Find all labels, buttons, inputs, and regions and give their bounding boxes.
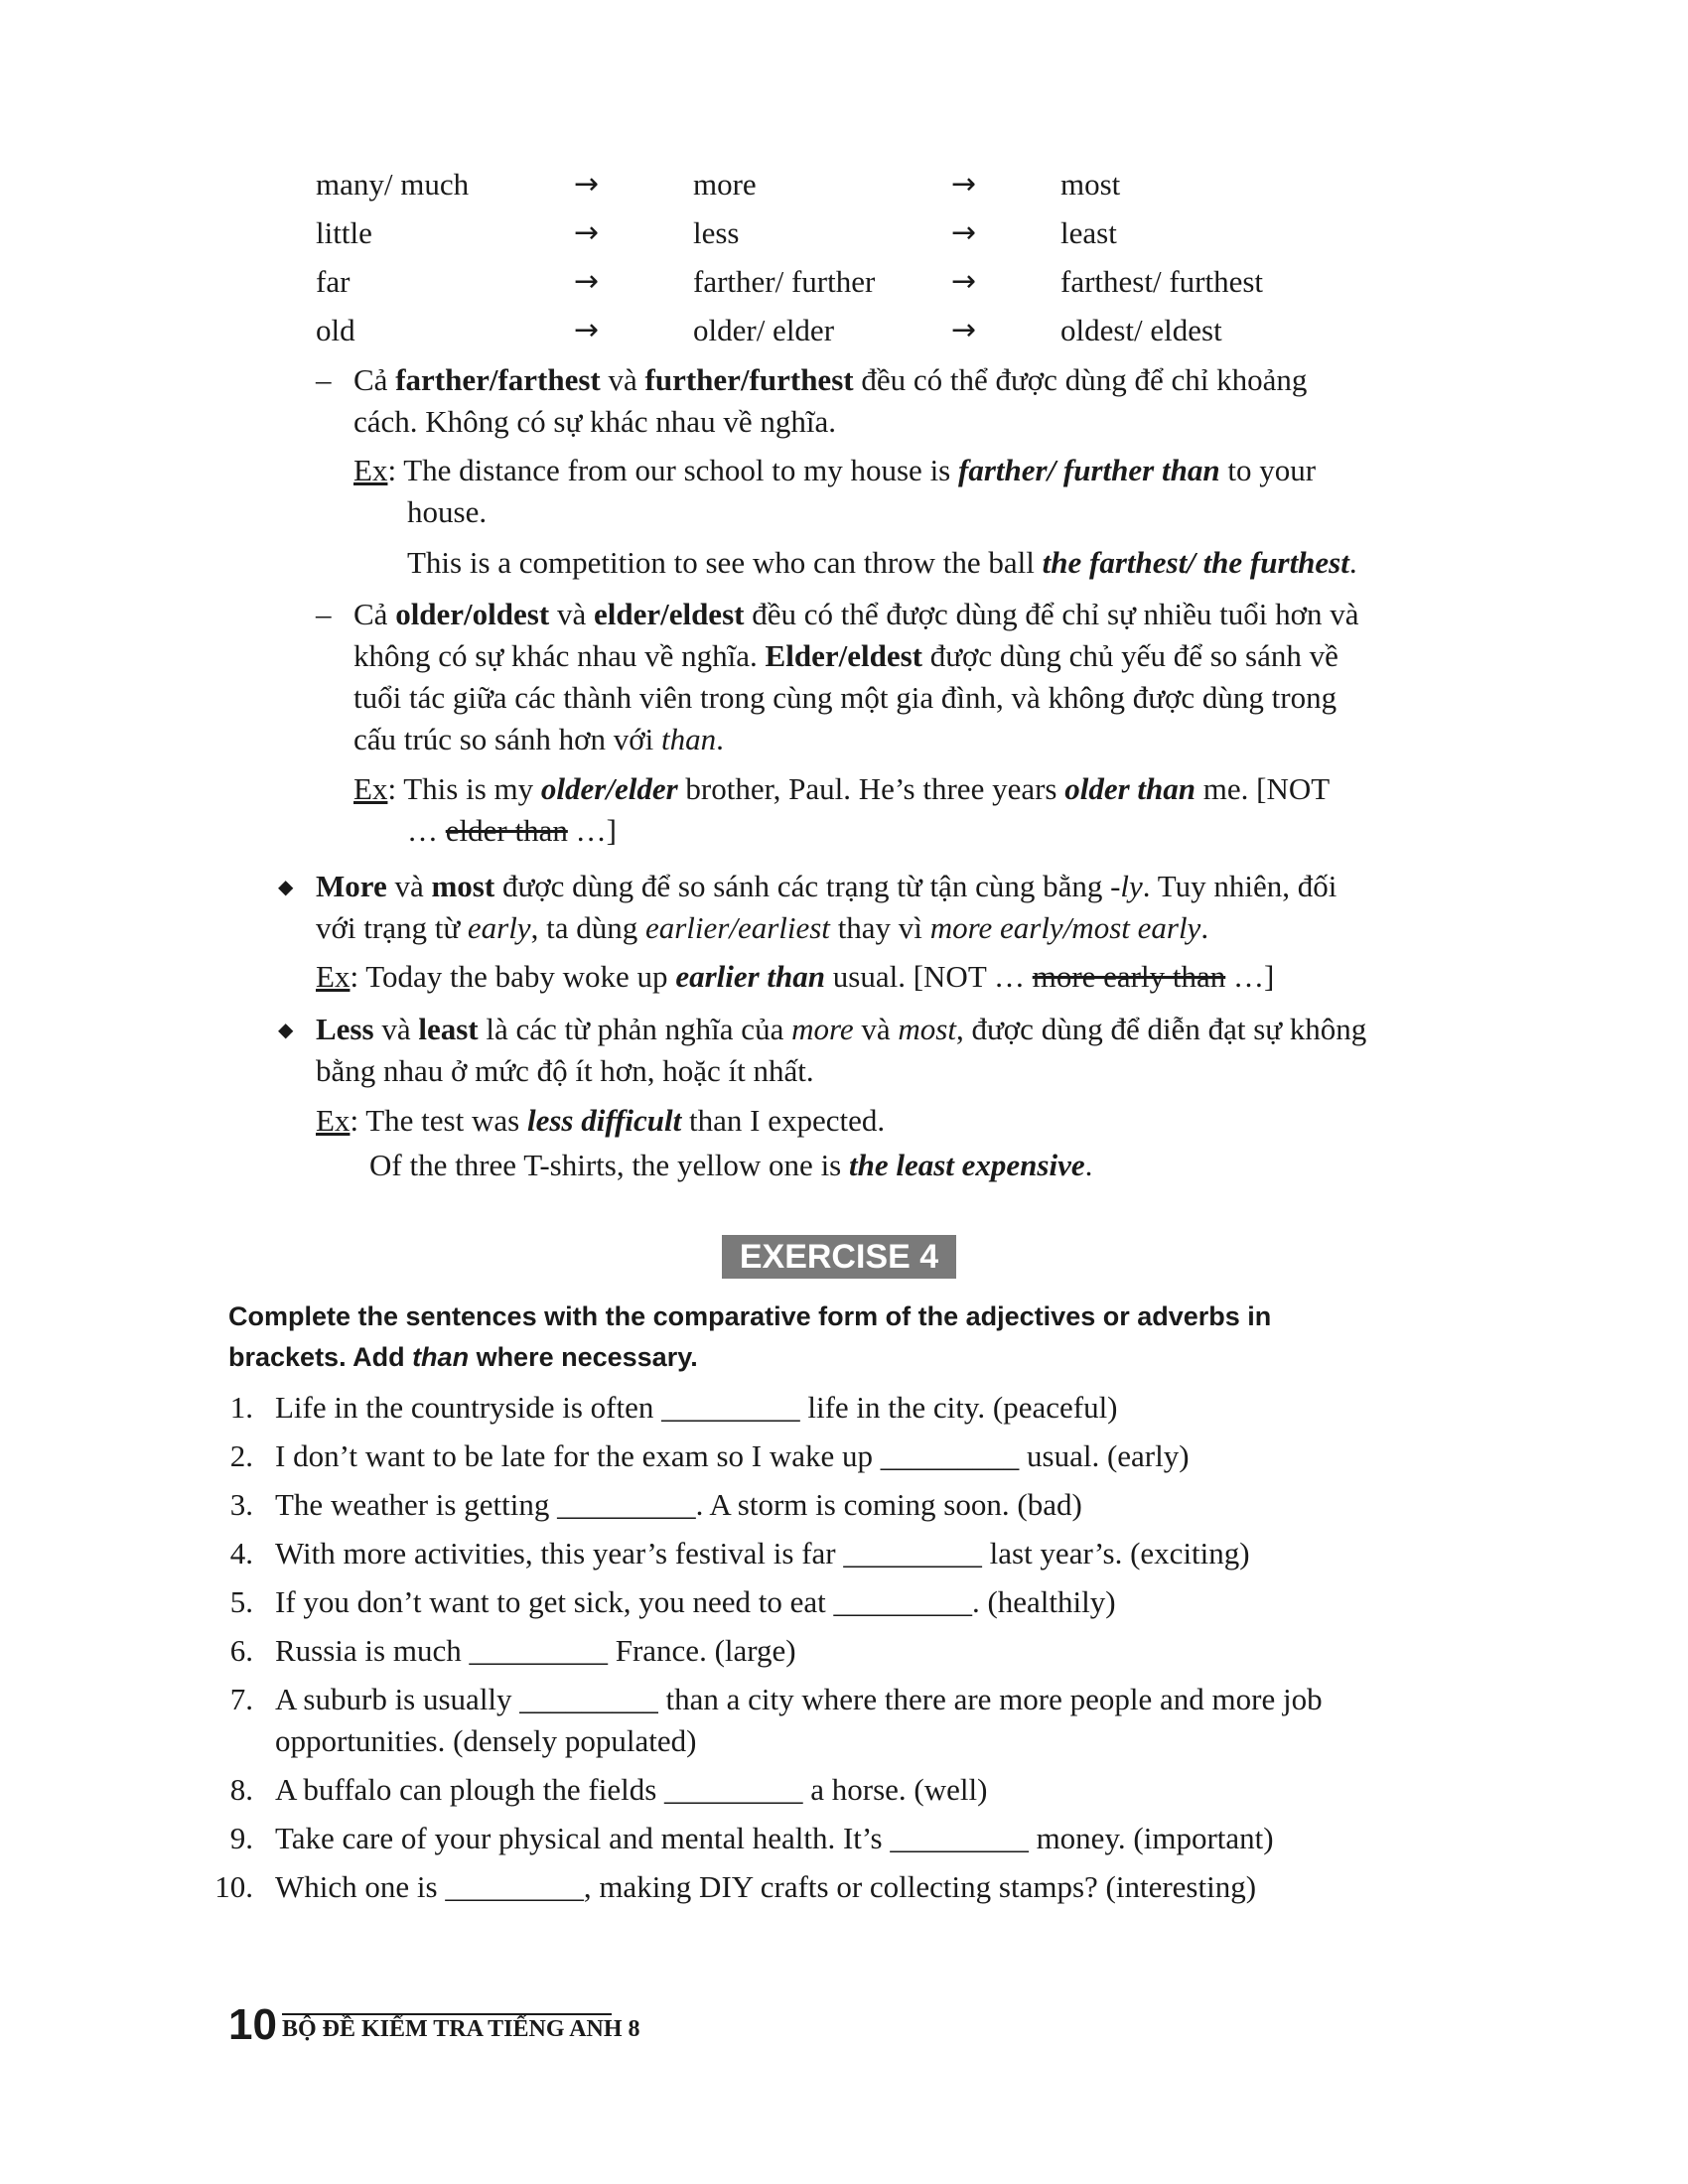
table-base: far [316,264,351,299]
item-number: 7. [229,1682,253,1716]
diamond-bullet-icon: ◆ [278,875,294,898]
diamond-bullet-icon: ◆ [278,1018,294,1041]
exercise-item: Russia is much _________ France. (large) [275,1633,796,1668]
item-number: 8. [229,1772,253,1807]
note-line: Cả farther/farthest và further/furthest đều có thể được dùng để chỉ khoảng [353,362,1308,397]
item-number: 4. [229,1536,253,1570]
arrow-icon: → [574,215,600,250]
exercise-item: If you don’t want to get sick, you need to eat _________. (healthily) [275,1584,1116,1619]
exercise-item: A suburb is usually _________ than a city where there are more people and more job [275,1682,1323,1716]
note-line: cách. Không có sự khác nhau về nghĩa. [353,404,836,439]
item-number: 1. [229,1390,253,1425]
note-line: cấu trúc so sánh hơn với than. [353,722,724,756]
exercise-instructions: brackets. Add than where necessary. [228,1342,698,1372]
table-comparative: more [693,167,757,202]
exercise-item-continued: opportunities. (densely populated) [275,1723,697,1758]
example-line: house. [407,494,488,529]
item-number: 2. [229,1438,253,1473]
table-superlative: oldest/ eldest [1060,313,1222,347]
exercise-title: EXERCISE 4 [722,1235,956,1279]
dash-marker: – [316,362,332,397]
exercise-item: The weather is getting _________. A storm is coming soon. (bad) [275,1487,1082,1522]
arrow-icon: → [951,167,977,202]
note-line: với trạng từ early, ta dùng earlier/earliest thay vì more early/most early. [316,910,1209,945]
item-number: 9. [229,1821,253,1855]
note-line: tuổi tác giữa các thành viên trong cùng một gia đình, và không được dùng trong [353,680,1337,715]
item-number: 6. [229,1633,253,1668]
example-line: Ex: This is my older/elder brother, Paul. He’s three years older than me. [NOT [353,771,1331,806]
book-title: BỘ ĐỀ KIỂM TRA TIẾNG ANH 8 [282,2016,640,2042]
table-base: little [316,215,372,250]
table-comparative: less [693,215,740,250]
arrow-icon: → [574,167,600,202]
item-number: 5. [229,1584,253,1619]
exercise-item: Which one is _________, making DIY crafts or collecting stamps? (interesting) [275,1869,1257,1904]
page-number: 10 [228,2000,277,2049]
example-line: Of the three T-shirts, the yellow one is the least expensive. [369,1148,1093,1182]
table-base: old [316,313,355,347]
table-comparative: older/ elder [693,313,835,347]
example-line: Ex: The test was less difficult than I expected. [316,1103,886,1138]
arrow-icon: → [951,215,977,250]
table-comparative: farther/ further [693,264,876,299]
exercise-instructions: Complete the sentences with the comparative form of the adjectives or adverbs in [228,1301,1272,1331]
table-base: many/ much [316,167,470,202]
note-line: More và most được dùng để so sánh các trạng từ tận cùng bằng -ly. Tuy nhiên, đối [316,869,1337,903]
example-line: This is a competition to see who can throw the ball the farthest/ the furthest. [407,545,1357,580]
table-superlative: most [1060,167,1121,202]
note-line: Cả older/oldest và elder/eldest đều có thể được dùng để chỉ sự nhiều tuổi hơn và [353,597,1359,631]
note-line: Less và least là các từ phản nghĩa của more và most, được dùng để diễn đạt sự không [316,1012,1367,1046]
dash-marker: – [316,597,332,631]
note-line: không có sự khác nhau về nghĩa. Elder/eldest được dùng chủ yếu để so sánh về [353,638,1338,673]
exercise-item: Life in the countryside is often _________ life in the city. (peaceful) [275,1390,1118,1425]
item-number: 10. [214,1869,253,1904]
note-line: bằng nhau ở mức độ ít hơn, hoặc ít nhất. [316,1053,814,1088]
exercise-item: A buffalo can plough the fields _________ a horse. (well) [275,1772,988,1807]
arrow-icon: → [574,264,600,299]
example-line: Ex: Today the baby woke up earlier than usual. [NOT … more early than …] [316,959,1275,994]
example-line: … elder than …] [407,813,617,848]
table-superlative: farthest/ furthest [1060,264,1264,299]
arrow-icon: → [951,264,977,299]
item-number: 3. [229,1487,253,1522]
arrow-icon: → [951,313,977,347]
exercise-item: I don’t want to be late for the exam so I wake up _________ usual. (early) [275,1438,1190,1473]
arrow-icon: → [574,313,600,347]
exercise-item: With more activities, this year’s festival is far _________ last year’s. (exciting) [275,1536,1250,1570]
exercise-item: Take care of your physical and mental health. It’s _________ money. (important) [275,1821,1274,1855]
example-line: Ex: The distance from our school to my house is farther/ further than to your [353,453,1317,487]
table-superlative: least [1060,215,1117,250]
